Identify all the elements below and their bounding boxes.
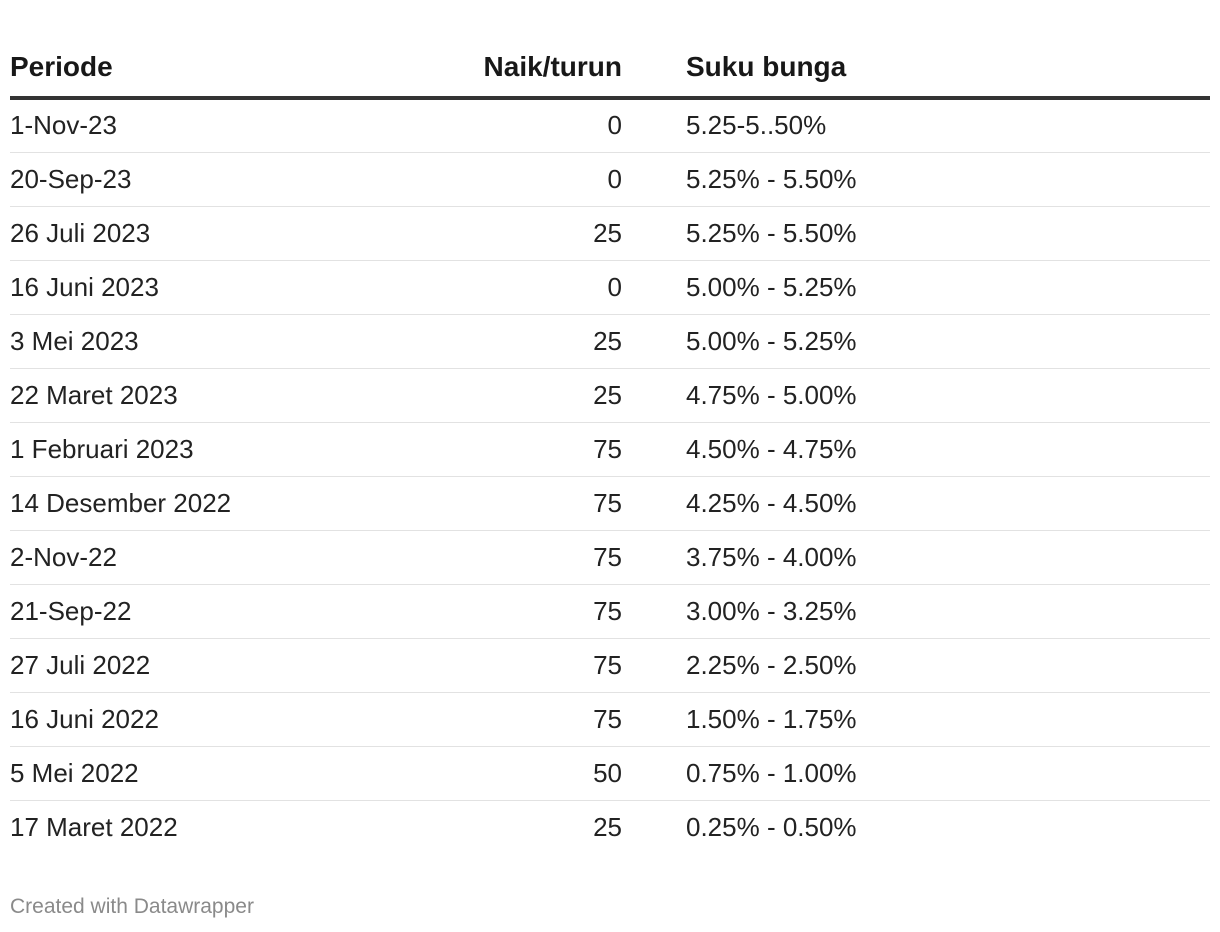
table-row (10, 314, 1210, 368)
table-row (10, 746, 1210, 800)
cell-periode: 1 Februari 2023 (10, 422, 410, 476)
column-header-suku-bunga: Suku bunga (622, 38, 1210, 98)
cell-naik-turun: 0 (410, 260, 622, 314)
cell-suku-bunga: 0.75% - 1.00% (622, 746, 1210, 800)
cell-periode: 20-Sep-23 (10, 152, 410, 206)
cell-periode: 5 Mei 2022 (10, 746, 410, 800)
cell-suku-bunga: 5.25% - 5.50% (622, 152, 1210, 206)
cell-periode: 27 Juli 2022 (10, 638, 410, 692)
cell-naik-turun: 75 (410, 530, 622, 584)
cell-naik-turun: 75 (410, 422, 622, 476)
cell-periode: 22 Maret 2023 (10, 368, 410, 422)
rates-table (10, 38, 1210, 854)
cell-periode: 2-Nov-22 (10, 530, 410, 584)
column-header-periode: Periode (10, 38, 410, 98)
cell-naik-turun: 25 (410, 368, 622, 422)
cell-suku-bunga: 5.25-5..50% (622, 98, 1210, 152)
table-row (10, 98, 1210, 152)
cell-periode: 26 Juli 2023 (10, 206, 410, 260)
cell-periode: 16 Juni 2023 (10, 260, 410, 314)
table-row (10, 476, 1210, 530)
cell-suku-bunga: 5.25% - 5.50% (622, 206, 1210, 260)
cell-naik-turun: 25 (410, 206, 622, 260)
cell-suku-bunga: 0.25% - 0.50% (686, 811, 857, 842)
cell-naik-turun: 0 (410, 98, 622, 152)
cell-suku-bunga: 5.00% - 5.25% (622, 314, 1210, 368)
table-row (10, 692, 1210, 746)
cell-suku-bunga: 3.75% - 4.00% (622, 530, 1210, 584)
cell-suku-bunga: 4.75% - 5.00% (622, 368, 1210, 422)
cell-suku-bunga: 4.50% - 4.75% (622, 422, 1210, 476)
table-row (10, 368, 1210, 422)
cell-suku-bunga: 3.00% - 3.25% (622, 584, 1210, 638)
table-row (10, 260, 1210, 314)
cell-periode: 1-Nov-23 (10, 98, 410, 152)
cell-periode: 17 Maret 2022 (10, 811, 178, 842)
table-row (10, 800, 1210, 854)
cell-naik-turun: 75 (410, 638, 622, 692)
cell-suku-bunga: 1.50% - 1.75% (622, 692, 1210, 746)
column-header-naik-turun: Naik/turun (410, 38, 622, 98)
cell-naik-turun: 75 (410, 692, 622, 746)
table-row (10, 530, 1210, 584)
cell-naik-turun: 25 (593, 811, 622, 842)
cell-naik-turun: 50 (410, 746, 622, 800)
cell-periode: 21-Sep-22 (10, 584, 410, 638)
cell-suku-bunga: 2.25% - 2.50% (622, 638, 1210, 692)
cell-naik-turun: 75 (410, 476, 622, 530)
table-row (10, 206, 1210, 260)
datawrapper-credit[interactable]: Created with Datawrapper (10, 895, 254, 918)
table-header-row (10, 38, 1210, 98)
table-row (10, 584, 1210, 638)
cell-periode: 16 Juni 2022 (10, 692, 410, 746)
cell-periode: 14 Desember 2022 (10, 476, 410, 530)
table-row (10, 422, 1210, 476)
cell-suku-bunga: 4.25% - 4.50% (622, 476, 1210, 530)
table-row (10, 152, 1210, 206)
cell-naik-turun: 0 (410, 152, 622, 206)
cell-naik-turun: 25 (410, 314, 622, 368)
table-row (10, 638, 1210, 692)
cell-suku-bunga: 5.00% - 5.25% (622, 260, 1210, 314)
cell-periode: 3 Mei 2023 (10, 314, 410, 368)
cell-naik-turun: 75 (410, 584, 622, 638)
